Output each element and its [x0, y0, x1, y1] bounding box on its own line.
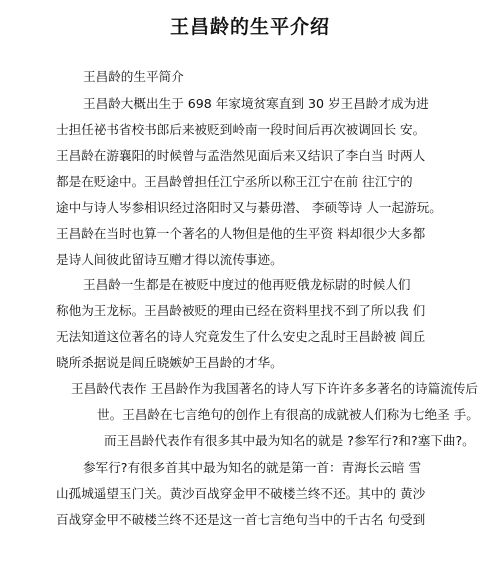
- paragraph-line: 王昌龄的生平简介: [83, 69, 184, 84]
- paragraph-line: 王昌龄一生都是在被贬中度过的他再贬俄龙标尉的时候人们: [83, 277, 411, 292]
- paragraph-line: 参军行?有很多首其中最为知名的就是第一首：青海长云暗 雪: [83, 460, 422, 475]
- paragraph-line: 王昌龄大概出生于 698 年家境贫寒直到 30 岁王昌龄才成为进: [83, 96, 429, 111]
- paragraph-line: 王昌龄在当时也算一个著名的人物但是他的生平资 料却很少大多都: [56, 226, 426, 241]
- paragraph-line: 山孤城遥望玉门关。黄沙百战穿金甲不破楼兰终不还。其中的 黄沙: [56, 486, 426, 501]
- paragraph-line: 王昌龄代表作 王昌龄作为我国著名的诗人写下许许多多著名的诗篇流传后: [71, 381, 479, 396]
- paragraph-line: 士担任祕书省校书郎后来被贬到岭南一段时间后再次被调回长 安。: [56, 122, 426, 137]
- paragraph-line: 世。王昌龄在七言绝句的创作上有很高的成就被人们称为七绝圣 手。: [97, 407, 479, 422]
- paragraph-line: 无法知道这位著名的诗人究竟发生了什么安史之乱时王昌龄被 闾丘: [56, 329, 426, 344]
- paragraph-line: 晓所杀据说是闾丘晓嫉妒王昌龄的才华。: [56, 355, 283, 370]
- paragraph-line: 而王昌龄代表作有很多其中最为知名的就是 ?参军行?和?塞下曲?。: [104, 433, 475, 448]
- paragraph-line: 都是在贬途中。王昌龄曾担任江宁丞所以称王江宁在前 往江宁的: [56, 174, 413, 189]
- paragraph-line: 途中与诗人岑参相识经过洛阳时又与綦毋潜、 李硕等诗 人一起游玩。: [56, 200, 442, 215]
- paragraph-line: 王昌龄在游襄阳的时候曾与孟浩然见面后来又结识了李白当 时两人: [56, 148, 426, 163]
- paragraph-line: 是诗人间彼此留诗互赠才得以流传事迹。: [56, 252, 283, 267]
- paragraph-line: 百战穿金甲不破楼兰终不还是这一首七言绝句当中的千古名 句受到: [56, 512, 426, 527]
- document-title: 王昌龄的生平介绍: [169, 16, 330, 38]
- paragraph-line: 称他为王龙标。王昌龄被贬的理由已经在资料里找不到了所以我 们: [56, 303, 426, 318]
